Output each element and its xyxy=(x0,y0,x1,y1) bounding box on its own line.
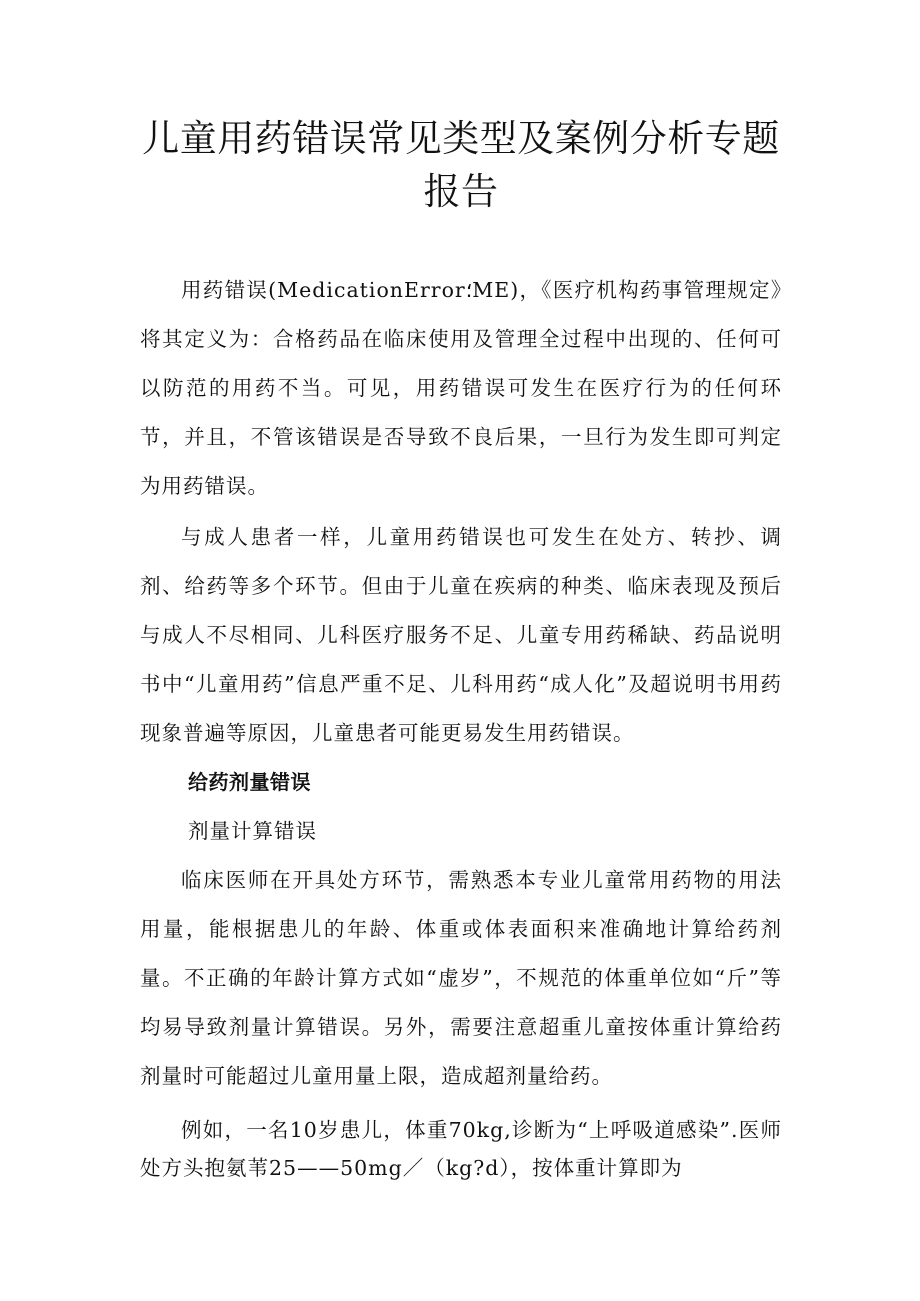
title-line-1: 儿童用药错误常见类型及案例分析专题 xyxy=(142,117,780,160)
section-heading: 给药剂量错误 xyxy=(188,770,311,794)
paragraph-example: 例如，一名10岁患儿，体重70kg,诊断为“上呼吸道感染”.医师处方头抱氨苇25——50mg／（kg?d），按体重计算即为 xyxy=(140,1118,782,1180)
document-body xyxy=(140,266,782,1187)
paragraph-definition: 用药错误(MedicationError؛ME)，《医疗机构药事管理规定》将其定义为：合格药品在临床使用及管理全过程中出现的、任何可以防范的用药不当。可见，用药错误可发生在医疗行为的任何环节，并且，不管该错误是否导致不良后果，一旦行为发生即可判定为用药错误。 xyxy=(140,278,783,498)
paragraph-children-errors: 与成人患者一样，儿童用药错误也可发生在处方、转抄、调剂、给药等多个环节。但由于儿童在疾病的种类、临床表现及预后与成人不尽相同、儿科医疗服务不足、儿童专用药稀缺、药品说明书中“儿童用药”信息严重不足、儿科用药“成人化”及超说明书用药现象普遍等原因，儿童患者可能更易发生用药错误。 xyxy=(140,525,782,745)
subheading: 剂量计算错误 xyxy=(188,819,317,843)
title-line-2: 报告 xyxy=(423,170,499,213)
document-title xyxy=(140,0,782,218)
paragraph-dosage-calculation: 临床医师在开具处方环节，需熟悉本专业儿童常用药物的用法用量，能根据患儿的年龄、体重或体表面积来准确地计算给药剂量。不正确的年龄计算方式如“虚岁”，不规范的体重单位如“斤”等均易导致剂量计算错误。另外，需要注意超重儿童按体重计算给药剂量时可能超过儿童用量上限，造成超剂量给药。 xyxy=(140,868,782,1088)
